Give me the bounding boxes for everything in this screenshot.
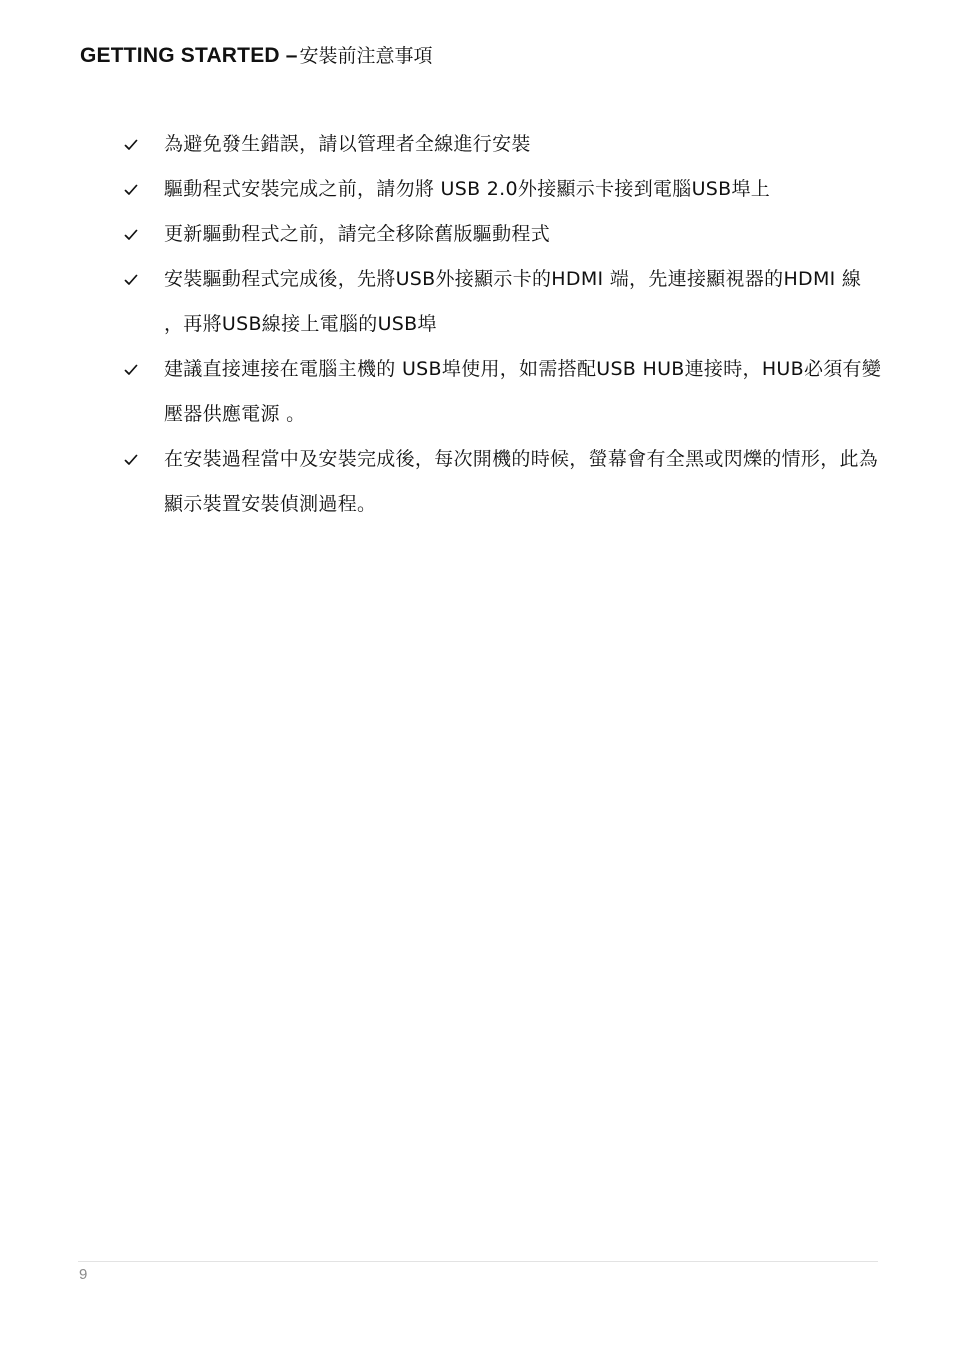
checkmark-icon — [124, 167, 148, 212]
checkmark-icon — [124, 122, 148, 167]
checklist-item — [124, 257, 884, 347]
checklist-item-text: 更新驅動程式之前，請完全移除舊版驅動程式 — [164, 223, 551, 245]
footer-divider — [78, 1261, 878, 1262]
checklist-item — [124, 437, 884, 527]
checkmark-icon — [124, 212, 148, 257]
checklist-item — [124, 347, 884, 437]
checkmark-icon — [124, 437, 148, 482]
checkmark-icon — [124, 347, 148, 392]
section-title: GETTING STARTED — [80, 44, 280, 67]
page-header — [80, 40, 432, 71]
checklist-item-text: 驅動程式安裝完成之前，請勿將 USB 2.0外接顯示卡接到電腦USB埠上 — [164, 178, 771, 200]
page-number: 9 — [79, 1266, 88, 1283]
section-subtitle: 安裝前注意事項 — [299, 45, 433, 67]
checklist-item-text: 建議直接連接在電腦主機的 USB埠使用，如需搭配USB HUB連接時，HUB必須有變壓器供應電源 。 — [164, 358, 882, 425]
checklist-item — [124, 212, 884, 257]
precautions-checklist — [124, 122, 884, 527]
checklist-item-text: 為避免發生錯誤，請以管理者全線進行安裝 — [164, 133, 531, 155]
checklist-item-text: 在安裝過程當中及安裝完成後，每次開機的時候，螢幕會有全黑或閃爍的情形，此為顯示裝置安裝偵測過程。 — [164, 448, 879, 515]
checklist-item — [124, 122, 884, 167]
checklist-item — [124, 167, 884, 212]
checkmark-icon — [124, 257, 148, 302]
checklist-item-text: 安裝驅動程式完成後，先將USB外接顯示卡的HDMI 端，先連接顯視器的HDMI 線 ，再將USB線接上電腦的USB埠 — [164, 268, 862, 335]
header-separator: – — [285, 44, 298, 67]
